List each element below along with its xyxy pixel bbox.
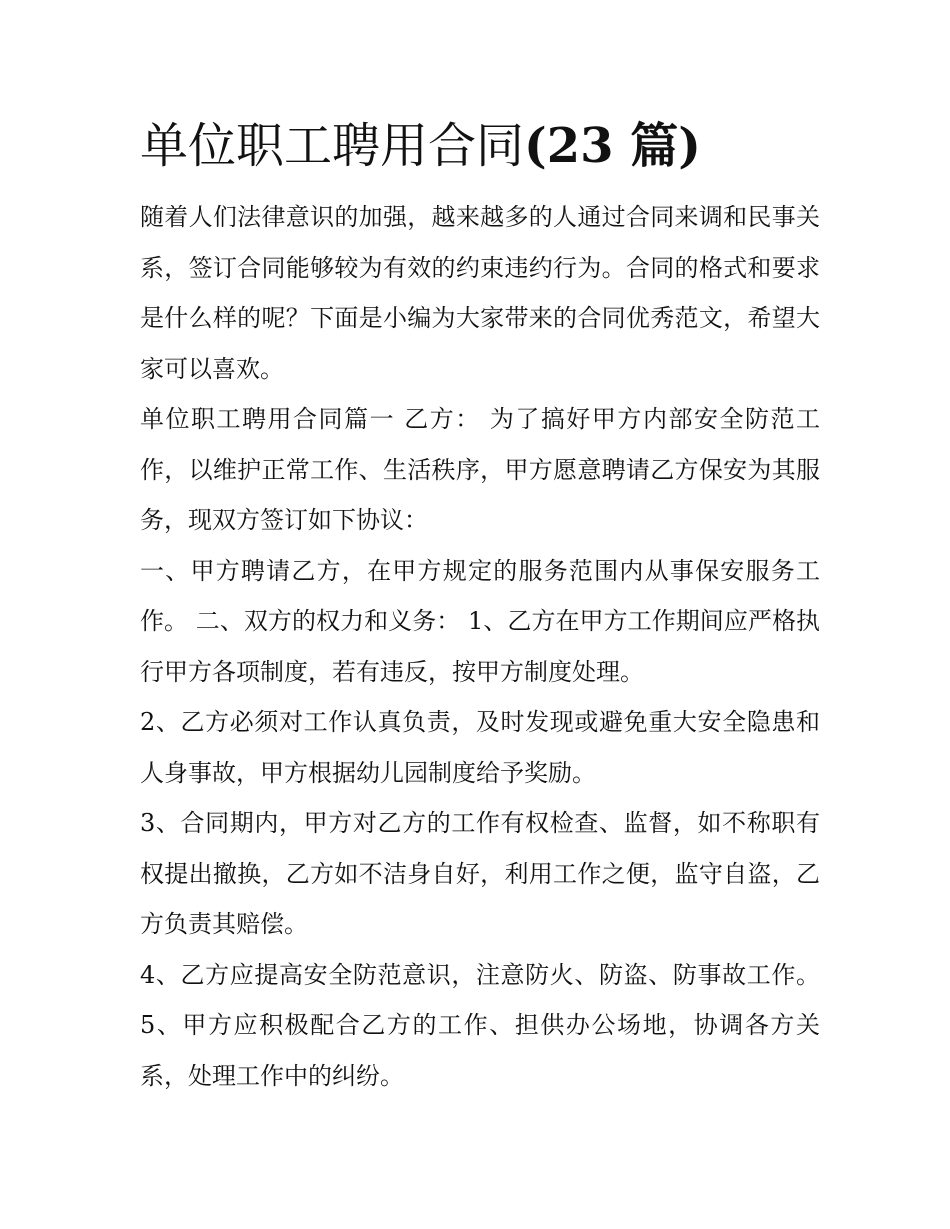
paragraph-clause-1: 一、甲方聘请乙方，在甲方规定的服务范围内从事保安服务工作。 二、双方的权力和义务： 1、乙方在甲方工作期间应严格执行甲方各项制度，若有违反，按甲方制度处理。 bbox=[140, 556, 820, 686]
paragraph-clause-4: 4、乙方应提高安全防范意识，注意防火、防盗、防事故工作。 5、甲方应积极配合乙方的工作、担供办公场地，协调各方关系，处理工作中的纠纷。 bbox=[140, 960, 820, 1090]
document-title bbox=[140, 110, 820, 182]
document-page bbox=[140, 110, 820, 1101]
paragraph-clause-3: 3、合同期内，甲方对乙方的工作有权检查、监督，如不称职有权提出撤换，乙方如不洁身自好，利用工作之便，监守自盗，乙方负责其赔偿。 bbox=[140, 809, 820, 938]
title-text: 单位职工聘用合同 bbox=[140, 118, 525, 174]
paragraph-clause-2: 2、乙方必须对工作认真负责，及时发现或避免重大安全隐患和人身事故，甲方根据幼儿园制度给予奖励。 bbox=[140, 708, 820, 787]
paragraph-contract-opening: 单位职工聘用合同篇一 乙方： 为了搞好甲方内部安全防范工作，以维护正常工作、生活秩序，甲方愿意聘请乙方保安为其服务，现双方签订如下协议： bbox=[140, 405, 820, 534]
title-count: (23 篇) bbox=[524, 118, 701, 174]
paragraph-intro: 随着人们法律意识的加强，越来越多的人通过合同来调和民事关系，签订合同能够较为有效的约束违约行为。合同的格式和要求是什么样的呢？下面是小编为大家带来的合同优秀范文，希望大家可以喜欢。 bbox=[140, 203, 820, 383]
